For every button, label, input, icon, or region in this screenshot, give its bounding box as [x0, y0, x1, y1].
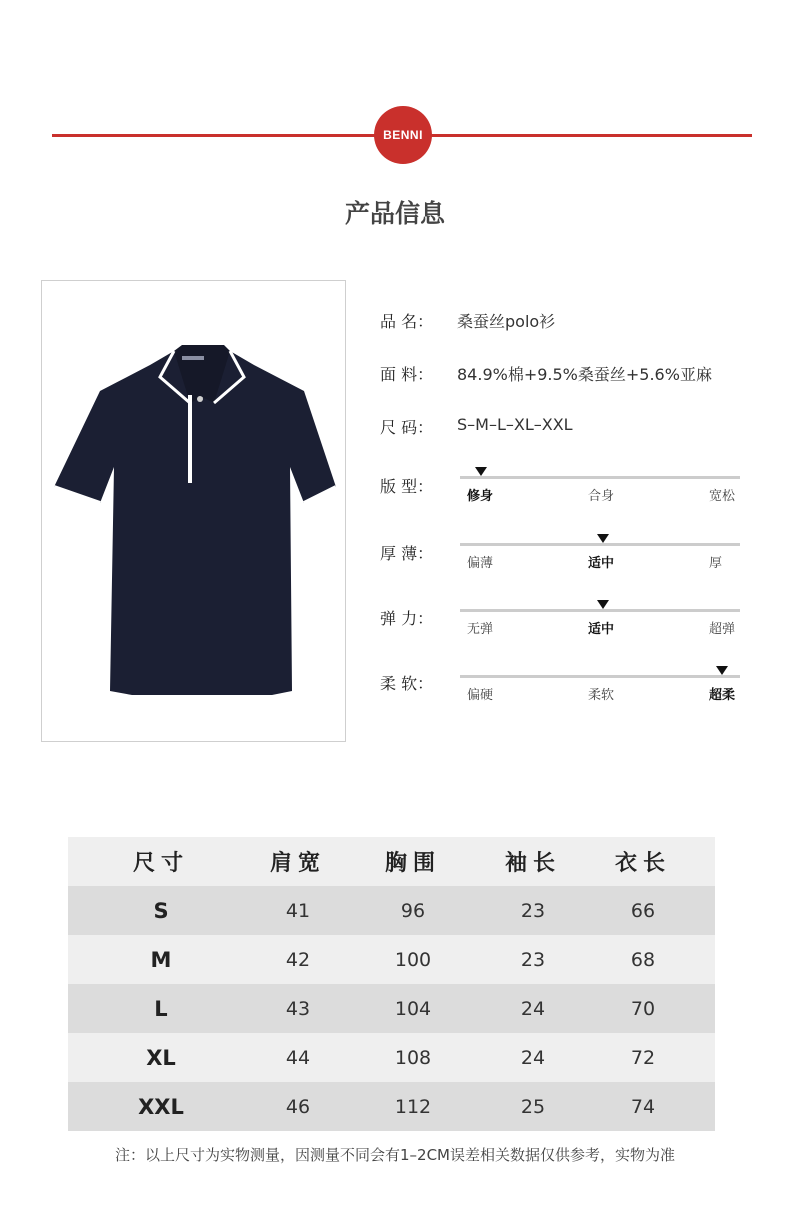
scale-option: 柔软: [588, 688, 615, 703]
table-row: [68, 935, 715, 984]
table-cell: 24: [520, 1046, 546, 1069]
fabric-value: 84.9%棉+9.5%桑蚕丝+5.6%亚麻: [457, 365, 712, 384]
softness-label: 柔 软：: [380, 674, 434, 693]
table-cell: 44: [285, 1046, 311, 1069]
scale-option: 适中: [588, 556, 615, 571]
scale-bar: [460, 476, 740, 479]
sizes-value: S–M–L–XL–XXL: [457, 415, 573, 434]
table-cell: 104: [394, 997, 432, 1020]
product-name-value: 桑蚕丝polo衫: [457, 312, 556, 331]
table-cell-size: S: [153, 898, 169, 923]
table-cell: 108: [394, 1046, 432, 1069]
table-cell: 43: [285, 997, 311, 1020]
table-cell-size: XL: [146, 1045, 176, 1070]
table-cell-size: XXL: [138, 1094, 184, 1119]
scale-marker-icon: [475, 467, 487, 476]
scale-option: 超弹: [709, 622, 736, 637]
table-cell-size: L: [154, 996, 168, 1021]
table-header-cell: 尺寸: [132, 851, 189, 876]
table-cell: 96: [400, 899, 426, 922]
table-cell: 23: [520, 899, 546, 922]
table-header-cell: 胸围: [384, 851, 441, 876]
size-table: [68, 837, 715, 1131]
thickness-label: 厚 薄：: [380, 544, 434, 563]
sizes-label: 尺 码：: [380, 418, 434, 437]
page-title: 产品信息: [344, 199, 445, 228]
table-row: [68, 1082, 715, 1131]
scale-marker-icon: [597, 600, 609, 609]
scale-bar: [460, 543, 740, 546]
brand-logo: [374, 106, 432, 164]
elasticity-scale: [460, 602, 740, 642]
table-cell: 25: [520, 1095, 546, 1118]
scale-option: 适中: [588, 622, 615, 637]
scale-option: 宽松: [709, 489, 736, 504]
scale-option: 合身: [588, 489, 615, 504]
product-photo: [41, 280, 346, 742]
table-cell: 23: [520, 948, 546, 971]
scale-marker-icon: [597, 534, 609, 543]
scale-option: 偏硬: [467, 688, 494, 703]
size-note: 注：以上尺寸为实物测量，因测量不同会有1–2CM误差相关数据仅供参考，实物为准: [114, 1146, 675, 1164]
table-header-cell: 衣长: [614, 851, 671, 876]
table-cell: 72: [630, 1046, 656, 1069]
scale-option: 厚: [709, 556, 723, 571]
table-row: [68, 984, 715, 1033]
table-row: [68, 1033, 715, 1082]
fit-label: 版 型：: [380, 477, 434, 496]
fabric-label: 面 料：: [380, 365, 434, 384]
table-cell: 74: [630, 1095, 656, 1118]
table-cell: 41: [285, 899, 311, 922]
table-cell: 100: [394, 948, 432, 971]
scale-bar: [460, 675, 740, 678]
polo-shirt-icon: [42, 281, 347, 743]
product-name-label: 品 名：: [380, 312, 434, 331]
table-cell: 46: [285, 1095, 311, 1118]
brand-logo-text: BENNI: [383, 128, 423, 142]
table-cell: 112: [394, 1095, 432, 1118]
header-divider-right: [430, 134, 752, 137]
table-row: [68, 886, 715, 935]
table-cell: 42: [285, 948, 311, 971]
table-header-cell: 袖长: [504, 851, 561, 876]
table-header-row: [68, 837, 715, 886]
table-cell: 24: [520, 997, 546, 1020]
scale-option: 无弹: [467, 622, 494, 637]
thickness-scale: [460, 536, 740, 576]
fit-scale: [460, 469, 740, 509]
table-cell: 68: [630, 948, 656, 971]
table-cell: 66: [630, 899, 656, 922]
softness-scale: [460, 668, 740, 708]
table-header-cell: 肩宽: [269, 851, 326, 876]
scale-option: 超柔: [709, 688, 736, 703]
scale-marker-icon: [716, 666, 728, 675]
table-cell-size: M: [150, 947, 172, 972]
scale-option: 修身: [467, 489, 494, 504]
header-divider-left: [52, 134, 377, 137]
table-cell: 70: [630, 997, 656, 1020]
scale-option: 偏薄: [467, 556, 494, 571]
scale-bar: [460, 609, 740, 612]
elasticity-label: 弹 力：: [380, 609, 434, 628]
